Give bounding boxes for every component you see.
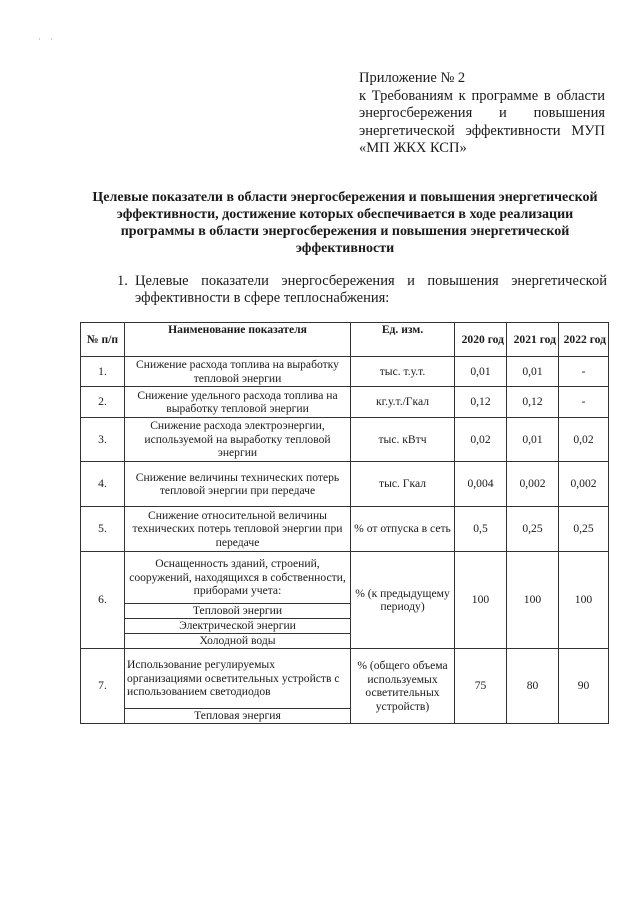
table-row — [81, 462, 609, 507]
cell-2021: 80 — [507, 649, 559, 724]
cell-2022: 100 — [559, 552, 609, 649]
table-row — [81, 507, 609, 552]
document-title: Целевые показатели в области энергосбережения и повышения энергетической эффективности, достижение которых обеспечивается в ходе реализации программы в области энергосбережения и повышения энергетической эффективности — [92, 190, 598, 256]
table-header-row — [81, 323, 609, 357]
cell-2020: 0,5 — [455, 507, 507, 552]
cell-2022: - — [559, 387, 609, 418]
cell-2020: 0,004 — [455, 462, 507, 507]
appendix-line: Приложение № 2 — [359, 70, 466, 86]
cell-2020: 0,02 — [455, 418, 507, 462]
cell-unit: % (общего объема используемых осветительных устройств) — [351, 649, 455, 724]
scan-mark: · — [38, 34, 41, 44]
header-name: Наименование показателя — [125, 323, 351, 357]
cell-name: Снижение расхода электроэнергии, используемой на выработку тепловой энергии — [125, 418, 351, 462]
indicators-table — [80, 322, 609, 724]
cell-2020: 75 — [455, 649, 507, 724]
scan-mark: · — [50, 34, 53, 44]
cell-2021: 0,01 — [507, 418, 559, 462]
cell-2021: 0,002 — [507, 462, 559, 507]
cell-unit: тыс. кВтч — [351, 418, 455, 462]
cell-num: 5. — [81, 507, 125, 552]
table-row — [81, 387, 609, 418]
cell-name: Снижение относительной величины технических потерь тепловой энергии при передаче — [125, 507, 351, 552]
section-number: 1. — [117, 273, 128, 289]
header-2021: 2021 год — [507, 323, 559, 357]
cell-num: 2. — [81, 387, 125, 418]
cell-name: Использование регулируемых организациями осветительных устройств с использованием светодиодов — [125, 649, 351, 709]
cell-subname: Тепловой энергии — [125, 604, 351, 619]
cell-2020: 0,01 — [455, 357, 507, 387]
cell-name: Снижение величины технических потерь тепловой энергии при передаче — [125, 462, 351, 507]
cell-subname: Холодной воды — [125, 634, 351, 649]
cell-2022: 0,02 — [559, 418, 609, 462]
cell-2021: 0,12 — [507, 387, 559, 418]
cell-num: 3. — [81, 418, 125, 462]
cell-name: Снижение удельного расхода топлива на выработку тепловой энергии — [125, 387, 351, 418]
cell-2022: 0,25 — [559, 507, 609, 552]
cell-num: 6. — [81, 552, 125, 649]
cell-2022: 0,002 — [559, 462, 609, 507]
appendix-line: энергетической эффективности МУП — [359, 122, 605, 139]
cell-subname: Электрической энергии — [125, 619, 351, 634]
cell-name: Снижение расхода топлива на выработку тепловой энергии — [125, 357, 351, 387]
header-2022: 2022 год — [559, 323, 609, 357]
appendix-line: энергосбережения и повышения — [359, 105, 605, 121]
cell-2021: 0,01 — [507, 357, 559, 387]
cell-num: 4. — [81, 462, 125, 507]
cell-unit: % от отпуска в сеть — [351, 507, 455, 552]
appendix-line: «МП ЖКХ КСП» — [359, 140, 467, 156]
header-unit: Ед. изм. — [351, 323, 455, 357]
cell-name: Оснащенность зданий, строений, сооружений, находящихся в собственности, приборами учета: — [125, 552, 351, 604]
cell-num: 1. — [81, 357, 125, 387]
cell-2020: 100 — [455, 552, 507, 649]
table-row — [81, 418, 609, 462]
cell-2020: 0,12 — [455, 387, 507, 418]
table-row — [81, 552, 609, 604]
appendix-line: к Требованиям к программе в области — [359, 87, 605, 104]
cell-num: 7. — [81, 649, 125, 724]
section-text-line: Целевые показатели энергосбережения и повышения энергетической — [135, 273, 607, 289]
cell-unit: тыс. Гкал — [351, 462, 455, 507]
appendix-header — [359, 70, 605, 158]
table-row — [81, 357, 609, 387]
cell-unit: кг.у.т./Гкал — [351, 387, 455, 418]
cell-2022: - — [559, 357, 609, 387]
cell-subname: Тепловая энергия — [125, 709, 351, 724]
cell-unit: % (к предыдущему периоду) — [351, 552, 455, 649]
table-row — [81, 649, 609, 709]
cell-2022: 90 — [559, 649, 609, 724]
cell-unit: тыс. т.у.т. — [351, 357, 455, 387]
cell-2021: 100 — [507, 552, 559, 649]
cell-2021: 0,25 — [507, 507, 559, 552]
section-text-line: эффективности в сфере теплоснабжения: — [135, 290, 390, 306]
header-2020: 2020 год — [455, 323, 507, 357]
header-num: № п/п — [81, 323, 125, 357]
